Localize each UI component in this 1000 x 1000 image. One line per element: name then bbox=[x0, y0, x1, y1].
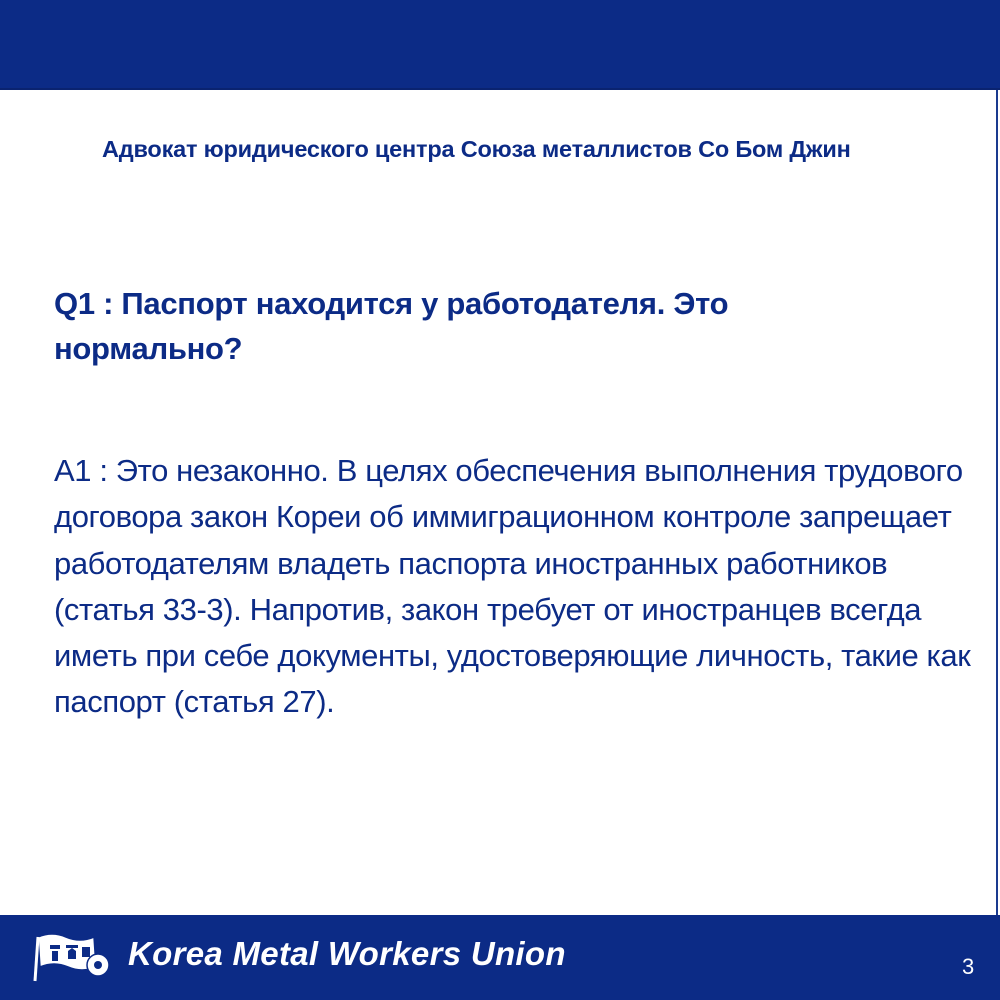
answer-text: A1 : Это незаконно. В целях обеспечения выполнения трудового договора закон Кореи об иммиграционном контроле запрещает работодателям владеть паспорта иностранных работников (статья 33-3). Напротив, закон требует от иностранцев всегда иметь при себе документы, удостоверяющие личность, такие как паспорт (статья 27). bbox=[54, 453, 971, 720]
author-line: Адвокат юридического центра Союза металлистов Со Бом Джин bbox=[102, 136, 851, 162]
question-text: Q1 : Паспорт находится у работодателя. Это нормально? bbox=[54, 286, 729, 366]
header-band bbox=[0, 0, 1000, 90]
page-number: 3 bbox=[962, 954, 975, 979]
organization-name: Korea Metal Workers Union bbox=[128, 935, 566, 972]
kmwu-flag-logo-icon bbox=[32, 927, 114, 985]
